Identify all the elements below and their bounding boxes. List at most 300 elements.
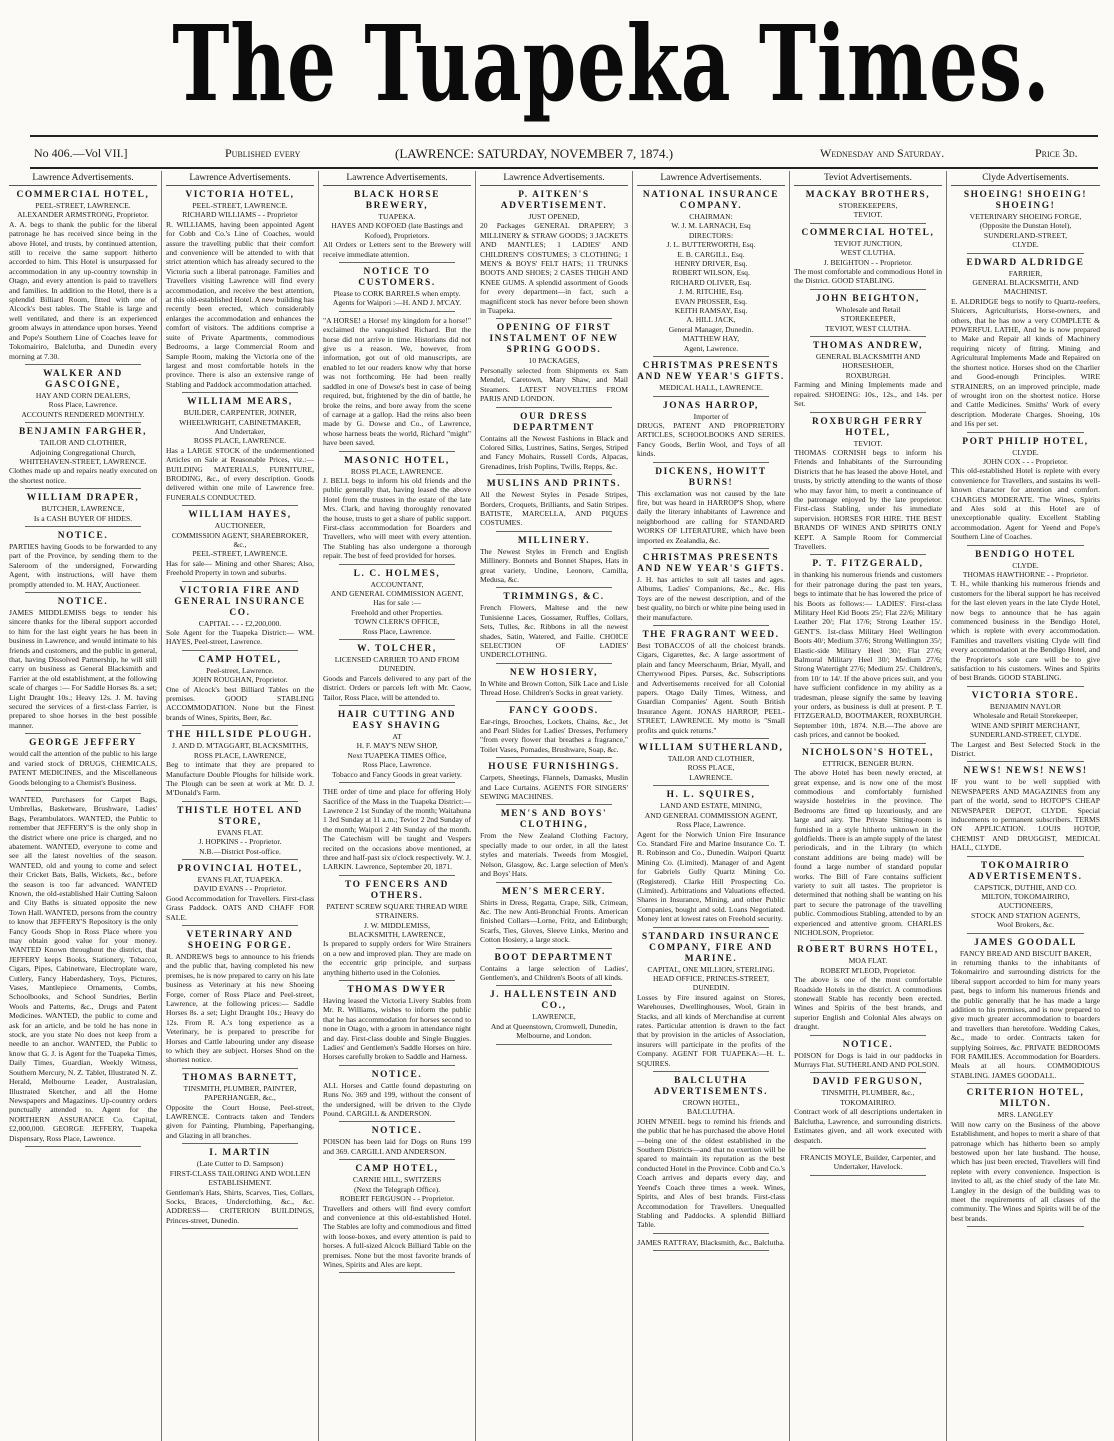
advertisement-line: FARRIER, <box>1008 268 1043 278</box>
advertisement <box>9 795 157 1143</box>
advertisement-line: MILTON, TOKOMAIRIRO, <box>981 891 1070 901</box>
advertisement-line: CAPITAL, ONE MILLION, STERLING. <box>647 964 775 974</box>
advertisement-title: THOMAS ANDREW, <box>812 341 924 352</box>
advertisement-line: BLACKSMITH, LAWRENCE, <box>348 929 446 939</box>
advertisement-title: THE HILLSIDE PLOUGH. <box>167 730 313 741</box>
advertisement-line: JOHN ROUGHAN, Proprietor. <box>192 675 288 685</box>
column-5 <box>633 171 790 1441</box>
advertisement <box>323 787 471 872</box>
advertisement-body: All Orders or Letters sent to the Brewery will receive immediate attention. <box>323 240 471 259</box>
advertisement-line: ROSS PLACE, LAWRENCE, <box>193 750 287 760</box>
advertisement-divider <box>339 451 455 452</box>
advertisement-body: In White and Brown Cotton, Silk Lace and Lisle Thread Hose. Children's Socks in great variety. <box>480 678 628 698</box>
publication-days: Wednesday and Saturday. <box>820 146 945 160</box>
advertisement-line: WHITEHAVEN-STREET, LAWRENCE. <box>19 456 147 466</box>
advertisement-body: Shirts in Dress, Regatta, Crape, Silk, Crimean, &c. The new Anti-Bronchial Fronts. American finished Collars—Lorne, Fritz, and Edinburgh; Scarfs, Ties, Gloves, Sleeve Links, Merino and Cotton Hosiery, a large stock. <box>480 897 628 945</box>
advertisement-line: KEITH RAMSAY, Esq. <box>674 306 748 316</box>
advertisement-title: MILLINERY. <box>517 535 591 546</box>
advertisement-line: CLYDE. <box>1012 240 1039 250</box>
masthead-rule-bottom <box>30 167 1098 169</box>
advertisement-divider <box>810 412 926 413</box>
advertisement-title: CAMP HOTEL, <box>355 1164 439 1175</box>
advertisement-body: The Newest Styles in French and English Millinery. Bonnets and Bonnet Shapes, Hats in great variety, Undine, Leonore, Camilla, Medusa, &c. <box>480 546 628 584</box>
advertisement-body: IF you want to be well supplied with NEWSPAPERS AND MAGAZINES from any part of the world, send to HOTOP'S CHEAP NEWSPAPER DEPOT, CLYDE. Special inducements to permanent subscribers. TERMS ON APPLICATION. LOUIS HOTOP, CHEMIST AND DRUGGIST, MEDICAL HALL, CLYDE. <box>951 777 1100 853</box>
advertisement-title: NOTICE TO CUSTOMERS. <box>358 267 436 289</box>
advertisement-divider <box>496 804 612 805</box>
advertisement-title: CAMP HOTEL, <box>198 654 282 665</box>
advertisement-body: Will now carry on the Business of the above Establishment, and hopes to merit a share of that patronage which has hitherto been so amply bestowed upon her late husband. The house, which has just been erected, Travellers will find replete with every convenience. Inspection is invited to all, as the chief study of the late Mr. Langley in the design of the building was to meet the requirements of all classes of the community. The Wines and Spirits will be of the best brands. <box>951 1119 1100 1223</box>
advertisement-line: LAND AND ESTATE, MINING, <box>660 801 762 811</box>
advertisement-line: Please to CORK BARRELS when empty. <box>333 289 461 299</box>
advertisement <box>166 806 314 856</box>
advertisement-line: FRANCIS MOYLE, Builder, Carpenter, and Undertaker, Havelock. <box>800 1152 936 1172</box>
advertisement-divider <box>339 1272 455 1273</box>
advertisement-divider <box>182 725 298 726</box>
advertisement-line: TAILOR AND CLOTHIER, <box>667 754 755 764</box>
advertisement <box>794 228 942 286</box>
advertisement-line: MOA FLAT. <box>848 956 888 966</box>
advertisement-title: MEN'S MERCERY. <box>501 886 607 897</box>
advertisement-line: TOKOMAIRIRO. <box>840 1097 896 1107</box>
advertisement-title: PORT PHILIP HOTEL, <box>962 436 1089 447</box>
advertisement-line: ROBERT M'LEOD, Proprietor. <box>820 965 916 975</box>
advertisement-body: This old-established Hotel is replete with every convenience for Travellers, and sustains its well-known character for attention and comfort. CHARGES MODERATE. The Wines, Spirits and Ales sold at this Hotel are of unexceptionable quality. Excellent Stabling accommodation. Agent for Yeend and Pope's Southern Line of Coaches. <box>951 466 1100 542</box>
advertisement-title: HOUSE FURNISHINGS. <box>488 762 620 773</box>
advertisement-line: CLYDE. <box>1012 447 1039 457</box>
advertisement <box>323 1070 471 1119</box>
advertisement-divider <box>653 625 769 626</box>
advertisement-body: The Largest and Best Selected Stock in the District. <box>951 739 1100 758</box>
advertisement-line: J. BEIGHTON - - Proprietor. <box>823 257 913 267</box>
advertisement-divider <box>339 639 455 640</box>
advertisement-line: CHAIRMAN: <box>689 212 733 221</box>
advertisement-body: Opposite the Court House, Peel-street, LAWRENCE. Contracts taken and Tenders given for Painting, Plumbing, Paperhanging, and Glazing in all branches. <box>166 1102 314 1140</box>
advertisement-body: THE order of time and place for offering Holy Sacrifice of the Mass in the Tuapeka District:— Lawrence 2 1st Sunday of the month; Waitahuna 1 3rd Sunday at 11 a.m.; Teviot 2 2nd Sunday of the month; Waipori 2 4th Sunday of the month. The Catechism will be taught and Vespers recited on the occasions above mentioned, at three and half-past six o'clock respectively. W. J. LARKIN. Lawrence, September 20, 1871. <box>323 787 471 872</box>
advertisement-body: A. A. begs to thank the public for the liberal patronage he has received since being in the above Hotel, and trusts, by continued attention, still to receive the same support hitherto accorded to him. This Hotel is unsurpassed for accommodation in any up-country township in Otago, and every attention is paid to travellers and families. In addition to the Hotel, there is a splendid Billiard Room, fitted with one of Alcock's best tables. The Stable is large and well ventilated, and there is an experienced groom always in attendance upon horses. Yeend and Pope's Southern Line of Coaches leave for Tokomairiro, Balclutha, and Dunedin every morning at 7.30. <box>9 219 157 361</box>
advertisement-line: RICHARD WILLIAMS - - Proprietor <box>182 210 298 220</box>
advertisement <box>166 510 314 577</box>
advertisement-line: Is a CASH BUYER OF HIDES. <box>33 513 133 523</box>
advertisement-line: And at Queenstown, Cromwell, Dunedin, Melbourne, and London. <box>490 1021 618 1041</box>
advertisement-body: Best TOBACCOS of all the choicest brands. Cigars, Cigarettes, &c. A large assortment of plain and fancy Meerschaum, Briar, Myall, and Cherrywood Pipes. Purses, &c. Subscriptions and Advertisements received for all Colonial papers. Otago Daily Times, Witness, and Guardian Companies' Agent. South British Insurance Agent. JONAS HARROP, PEEL-STREET, LAWRENCE. My motto is "Small profits and quick returns." <box>637 641 785 735</box>
advertisement-line: Agents for Waipori :—H. AND J. M'CAY. <box>332 298 462 308</box>
advertisement-title: BOOT DEPARTMENT <box>494 952 614 963</box>
advertisement-divider <box>182 1228 298 1229</box>
advertisement-divider <box>25 364 141 365</box>
advertisement-line: GENERAL BLACKSMITH AND HORSESHOER, <box>815 352 921 371</box>
column-heading: Lawrence Advertisements. <box>9 171 157 186</box>
advertisement-divider <box>496 701 612 702</box>
advertisement-title: STANDARD INSURANCE COMPANY, FIRE AND MARINE. <box>641 931 781 964</box>
advertisement <box>323 710 471 779</box>
advertisement <box>166 864 314 922</box>
advertisement-line: ALEXANDER ARMSTRONG, Proprietor. <box>17 210 149 220</box>
advertisement-line: TEVIOT, WEST CLUTHA. <box>825 323 911 333</box>
advertisement-body: French Flowers, Maltese and the new Tunisienne Laces, Gossamer, Ruffles, Collars, Sets, Tulles, &c. Ribbons in all the newest shades, Satin, Watered, and Faille. CHOICE SELECTION OF LADIES' UNDERCLOTHING. <box>480 603 628 660</box>
advertisement-title: THOMAS DWYER <box>347 985 447 995</box>
advertisement-title: NOTICE. <box>371 1126 423 1137</box>
advertisement-divider <box>967 432 1084 433</box>
advertisement-divider <box>496 474 612 475</box>
advertisement-line: 10 PACKAGES, <box>528 356 580 366</box>
advertisement-title: WALKER AND GASCOIGNE, <box>43 368 123 390</box>
advertisement <box>166 586 314 647</box>
advertisement-body: JAMES MIDDLEMISS begs to tender his sincere thanks for the liberal support accorded to him for the last eight years he has been in business in Lawrence, and would intimate to his friends and customers, and the public in general, that, having Dissolved Partnership, he will still carry on business as General Blacksmith and Farrier at the old establishment, at the following scale of charges :— For Saddle Horses 8s. a set; Light Draught 10s.; Heavy 12s. J. M. having secured the services of a first-class Farrier, is prepared to shoe horses in the best possible manner. <box>9 608 157 730</box>
advertisement-title: THOMAS BARNETT, <box>182 1072 298 1083</box>
advertisement-title: OPENING OF FIRST INSTALMENT OF NEW SPRING GOODS. <box>489 323 619 356</box>
advertisement <box>166 1073 314 1140</box>
advertisement <box>637 932 785 1068</box>
advertisement-title: EDWARD ALDRIDGE <box>966 257 1085 268</box>
advertisement-line: E. B. CARGILL, Esq. <box>677 249 745 259</box>
advertisement <box>480 887 628 945</box>
advertisement <box>323 1164 471 1269</box>
advertisement-title: JOHN BEIGHTON, <box>815 293 920 304</box>
advertisement <box>951 258 1100 429</box>
advertisement-line: J. W. MIDDLEMISS, <box>363 920 431 930</box>
advertisement-body: "A HORSE! a Horse! my kingdom for a horse!" exclaimed the vanquished Richard. But the horse did not arrive in time. Historians did not give us a reason. We, however, from information, got out of old manuscripts, are enabled to let our readers know why that horse was not forthcoming. He had been really saddled in one of Dowse's best in case of being required, but, frightened by the din of battle, he broke the reins, and bore away from the scene of carnage at a gallop. Had the reins also been made by G. Dowse and Co., of Lawrence, whose harness beats the world, Richard "might" have been saved. <box>323 315 471 448</box>
advertisement <box>951 437 1100 542</box>
column-1 <box>5 171 162 1441</box>
advertisement <box>794 559 942 739</box>
advertisement-body: Losses by Fire insured against on Stores, Warehouses, Dwellinghouses, Wool, Grain in Stacks, and all kinds of Merchandise at current rates. Particular attention is drawn to the fact that by provision in the articles of Association, insurers will participate in the profits of the Company. AGENT FOR TUAPEKA:—H. L. SQUIRES. <box>637 992 785 1068</box>
advertisement <box>951 190 1100 250</box>
advertisement-line: DIRECTORS: <box>688 230 734 240</box>
advertisement-divider <box>339 705 455 706</box>
advertisement-body: R. ANDREWS begs to announce to his friends and the public that, having completed his new premises, he is now prepared to carry on his late business as Veterinary at his new Shoeing Forge, corner of Ross Place and Peel-street, Lawrence, at the following prices:— Saddle Horses 8s. a set; Light Draught 10s.; Heavy do 12s. From R. A.'s long experience as a Veterinary, he is prepared to prescribe for Horses and Cattle labouring under any disease to which they are subject. Horses Shod on the shortest notice. <box>166 951 314 1065</box>
advertisement-line: LICENSED CARRIER TO AND FROM DUNEDIN. <box>334 655 460 674</box>
advertisement-title: COMMERCIAL HOTEL, <box>801 227 935 238</box>
advertisement-line: SUNDERLAND-STREET, <box>983 230 1068 240</box>
column-heading: Teviot Advertisements. <box>794 171 942 186</box>
advertisement-body: Farming and Mining Implements made and repaired. SHOEING: 10s., 12s., and 14s. per Set. <box>794 380 942 409</box>
advertisement-divider <box>810 1035 926 1036</box>
advertisement <box>480 990 628 1040</box>
advertisement <box>637 1238 785 1247</box>
advertisement-divider <box>339 1121 455 1122</box>
advertisement-divider <box>182 581 298 582</box>
advertisement-columns <box>5 171 1114 1441</box>
advertisement <box>9 427 157 485</box>
advertisement-body: Personally selected from Shipments ex Sam Mendel, Caretown, Mary Shaw, and Mail Steamers. LATEST NOVELTIES FROM PARIS AND LONDON. <box>480 365 628 404</box>
advertisement-title: VICTORIA HOTEL, <box>185 190 295 200</box>
advertisement-body: would call the attention of the public to his large and varied stock of DRUGS, CHEMICALS, PATENT MEDICINES, and the Miscellaneous Goods belonging to a Chemist's Business. <box>9 749 157 787</box>
advertisement-divider <box>182 1143 298 1144</box>
issue-number: No 406.—Vol VII.] <box>34 146 128 160</box>
column-heading: Lawrence Advertisements. <box>480 171 628 186</box>
advertisement <box>637 401 785 459</box>
advertisement-line: Freehold and other Properties. <box>351 607 443 617</box>
advertisement-divider <box>496 531 612 532</box>
column-heading: Clyde Advertisements. <box>951 171 1100 186</box>
advertisement-line: MEDICAL HALL, LAWRENCE. <box>659 383 763 393</box>
advertisement-divider <box>967 253 1084 254</box>
advertisement-line: BUTCHER, LAWRENCE, <box>41 504 125 514</box>
advertisement-divider <box>339 564 455 565</box>
advertisement-divider <box>967 686 1084 687</box>
advertisement-line: JOHN COX - - - Proprietor. <box>983 456 1068 466</box>
advertisement-title: VICTORIA FIRE AND GENERAL INSURANCE CO. <box>174 585 306 618</box>
advertisement-line: TOWN CLERK'S OFFICE, <box>354 617 440 627</box>
advertisement-divider <box>25 790 141 791</box>
advertisement-line: J. L. BUTTERWORTH, Esq. <box>666 240 756 250</box>
advertisement-divider <box>810 289 926 290</box>
advertisement <box>9 597 157 730</box>
advertisement-title: P. T. FITZGERALD, <box>812 559 924 570</box>
advertisement <box>480 762 628 801</box>
advertisement-line: BALCLUTHA. <box>687 1107 735 1117</box>
advertisement-line: AND GENERAL COMMISSION AGENT, <box>644 810 778 820</box>
advertisement <box>480 706 628 755</box>
advertisement-divider <box>339 1159 455 1160</box>
advertisement-line: WHEELWRIGHT, CABINETMAKER, <box>179 417 301 427</box>
advertisement-divider <box>339 311 455 312</box>
advertisement-title: MUSLINS AND PRINTS. <box>486 479 622 490</box>
advertisement-divider <box>496 663 612 664</box>
advertisement-title: P. AITKEN'S ADVERTISEMENT. <box>500 190 608 211</box>
advertisement-divider <box>653 1071 769 1072</box>
advertisement-line: TAILOR AND CLOTHIER, <box>39 438 127 448</box>
advertisement-line: Wholesale and Retail Storekeeper, <box>973 711 1078 721</box>
advertisement-line: Ross Place, Lawrence. <box>676 820 746 830</box>
advertisement-divider <box>182 801 298 802</box>
column-heading: Lawrence Advertisements. <box>637 171 785 186</box>
advertisement-body: The above is one of the most comfortable Roadside Hotels in the district. A commodious stonewall Stable has recently been erected. Wines and Spirits of the best brands, and superior English and Colonial Ales always on draught. <box>794 975 942 1032</box>
advertisement-divider <box>182 859 298 860</box>
advertisement-line: STOREKEEPER, <box>840 314 896 324</box>
advertisement-title: ROXBURGH FERRY HOTEL, <box>812 416 924 438</box>
advertisement-title: WILLIAM HAYES, <box>188 510 292 521</box>
advertisement <box>794 190 942 220</box>
advertisement-body: PARTIES having Goods to be forwarded to any part of the Province, by sending them to the Saleroom of the undersigned, Forwarding Agent, with instructions, will have them promptly attended to. M. HAY, Auctioneer. <box>9 541 157 589</box>
advertisement <box>794 945 942 1031</box>
advertisement-title: PROVINCIAL HOTEL, <box>177 863 303 874</box>
advertisement <box>9 190 157 361</box>
advertisement-title: THISTLE HOTEL AND STORE, <box>177 805 303 827</box>
advertisement-title: NOTICE. <box>371 1069 423 1080</box>
advertisement-line: ROSS PLACE, LAWRENCE. <box>350 466 444 476</box>
advertisement <box>480 809 628 878</box>
advertisement-divider <box>810 1148 926 1149</box>
advertisement <box>794 417 942 552</box>
advertisement-body: Sole Agent for the Tuapeka District:— WM. HAYES, Peel-street, Lawrence. <box>166 628 314 647</box>
advertisement-body: Carpets, Sheetings, Flannels, Damasks, Muslin and Lace Curtains. AGENTS FOR SINGERS' SEWING MACHINES. <box>480 773 628 802</box>
advertisement-line: RICHARD OLIVER, Esq. <box>670 277 752 287</box>
advertisement-line: Adjoining Congregational Church, <box>30 447 136 457</box>
advertisement <box>480 592 628 659</box>
advertisement-body: WANTED, Purchasers for Carpet Bags, Umbrellas, Basketware, Brushware, Ladies' Bags, Perambulators. WANTED, the Public to remember that JEFFERY'S is the only shop in the district where one price is charged, and no abatement. WANTED, everyone to come and see all the latest novelties of the season. WANTED, old and young to come and select their Cricket Bats, Balls, Wickets, &c., before the season is too far advanced. WANTED Known, the old-established Hair Cutting Saloon and City Baths is situated opposite the new Town Hall. WANTED, persons from the country to know that JEFFERY'S Repository is the only Fancy Goods Shop in Ross Place where you may obtain good value for your money. WANTED Known throughout the district, that JEFFERY keeps Books, Stationery, Tobacco, Cigars, Pipes, Cabinetware, Electroplate ware, Cutlery, Fancy Haberdashery, Toys, Pictures, Vases, Mantlepiece Ornaments, Combs, Schoolbooks, and School Sundries, Berlin Wools and Patterns, &c., Drugs and Patent Medicines. WANTED, the public to come and ask for an article, and be told he has none in stock, are you state No does not keep from a needle to an anchor. WANTED, the Public to know that G. J. is Agent for the Tuapeka Times, Daily Times, Guardian, Weekly Witness, Southern Mercury, N. Z. Tablet, Illustrated N. Z. Herald, Melbourne Leader, Australasian, Illustrated Sketcher, and all the Home Newspapers and Magazines. Up-country orders punctually attended to. Agent for the NORTHERN ASSURANCE Co. Capital, £2,000,000. GEORGE JEFFERY, Tuapeka Dispensary, Ross Place, Lawrence. <box>9 794 157 1143</box>
advertisement-divider <box>339 262 455 263</box>
advertisement <box>9 369 157 419</box>
advertisement-title: I. MARTIN <box>209 1148 271 1159</box>
advertisement-title: H. L. SQUIRES, <box>666 790 756 801</box>
advertisement-line: TEVIOT JUNCTION, <box>833 238 903 248</box>
advertisement-divider <box>653 785 769 786</box>
advertisement-line: SUNDERLAND-STREET, CLYDE. <box>969 730 1082 740</box>
advertisement-divider <box>810 336 926 337</box>
advertisement <box>323 644 471 702</box>
advertisement-line: AND GENERAL COMMISSION AGENT, <box>330 589 464 598</box>
advertisement-line: ROXBURGH. <box>845 370 891 380</box>
advertisement-line: AT <box>392 732 402 742</box>
advertisement-title: VICTORIA STORE. <box>971 690 1080 701</box>
advertisement-title: WILLIAM SUTHERLAND, <box>638 743 784 754</box>
advertisement-body: One of Alcock's best Billiard Tables on the premises. GOOD STABLING ACCOMMODATION. None but the Finest brands of Wines, Spirits, Beer, &c. <box>166 684 314 722</box>
advertisement <box>637 743 785 782</box>
advertisement-body: E. ALDRIDGE begs to notify to Quartz-reefers, Sluicers, Agriculturists, Horse-owners, and others, that he has now a very COMPLETE & POWERFUL LATHE, And he is now prepared to Make and Repair all kinds of Machinery requiring nicety of fitting. Mining and Agricultural Implements Made and Repaired on the shortest notice. Horses shod on the Charlier and Good-enough Principles. WIRE STRAINERS, on an improved principle, made of wrought iron on the shortest notice. Horse and Cattle Medicines. Smiths' Work of every description. Moderate Charges. Shoeing, 10s and 16s per set. <box>951 296 1100 429</box>
advertisement-divider <box>810 554 926 555</box>
advertisement-divider <box>653 1250 769 1251</box>
advertisement-line: Wool Brokers, &c. <box>996 920 1055 930</box>
advertisement-line: BUILDER, CARPENTER, JOINER, <box>183 408 297 418</box>
advertisement-line: HENRY DRIVER, Esq. <box>674 259 748 269</box>
advertisement-title: BALCLUTHA ADVERTISEMENTS. <box>653 1076 769 1098</box>
column-3 <box>319 171 476 1441</box>
advertisement-divider <box>182 650 298 651</box>
advertisement-line: Peel-street, Lawrence. <box>206 665 274 675</box>
advertisement-line: CARNIE HILL, SWITZERS <box>352 1175 442 1185</box>
advertisement-body: Clothes made up and repairs neatly executed on the shortest notice. <box>9 466 157 485</box>
advertisement-line: Ross Place, Lawrence. <box>362 626 432 636</box>
advertisement-divider <box>25 526 141 527</box>
advertisement-line: GENERAL BLACKSMITH, AND MACHINIST. <box>972 278 1079 297</box>
advertisement-title: FANCY GOODS. <box>509 705 599 716</box>
advertisement-line: HAYES AND KOFOED (late Bastings and Kofoed), Proprietors. <box>331 221 463 240</box>
advertisement-line: CAPSTICK, DUTHIE, AND CO. <box>974 882 1077 892</box>
advertisement-line: ROSS PLACE, <box>687 763 735 773</box>
advertisement-divider <box>653 356 769 357</box>
advertisement <box>637 1076 785 1230</box>
advertisement-title: NEW HOSIERY, <box>509 667 599 678</box>
advertisement-line: AUCTIONEER, <box>214 521 266 531</box>
column-6 <box>790 171 947 1441</box>
published-label: Published every <box>225 146 301 160</box>
advertisement <box>323 985 471 1062</box>
advertisement-divider <box>653 927 769 928</box>
advertisement-divider <box>25 488 141 489</box>
advertisement-title: GEORGE JEFFERY <box>29 738 137 749</box>
advertisement-line: H. F. MAY'S NEW SHOP, <box>356 741 438 751</box>
advertisement-title: SHOEING! SHOEING! SHOEING! <box>963 190 1088 211</box>
advertisement-divider <box>25 1146 141 1147</box>
advertisement-line: &c., <box>233 540 247 549</box>
advertisement-line: Importer of <box>693 411 729 421</box>
advertisement-divider <box>496 1044 612 1045</box>
advertisement-body: in thanking his numerous friends and customers for their patronage during the past ten years, begs to intimate that he has lowered the price of his Boots as follows:— LADIES'. First-class Military Heel Kid Boots 25/; Flat 22/6; Military Leather 20/; Flat 17/6; Strong Leather 15/. GENT'S. 1st-class Military Heel Wellington Boots 40/; Medium 37/6; Strong Wellington 35/; Elastic-side Military Heel 30/; Flat 27/6; Balmoral Military Heel 30/; Medium 27/6; Strong Watertight 27/6; Medium 25/. Children's, from 10/ to 14/. If the above prices suit, and you have sufficient confidence in my ability as a tradesman, please signify the same by leaving your orders, as business is dull at present. P. T. FITZGERALD, BOOTMAKER, ROXBURGH. September 10th, 1874. N.B.—The above are cash prices, and cannot be booked. <box>794 570 942 740</box>
advertisement-title: JONAS HARROP, <box>663 400 759 411</box>
advertisement-title: WILLIAM MEARS, <box>187 397 293 408</box>
advertisement-title: NOTICE. <box>842 1039 894 1050</box>
advertisement-divider <box>810 1072 926 1073</box>
advertisement-line: TUAPEKA. <box>378 212 416 221</box>
advertisement-title: TRIMMINGS, &C. <box>503 592 605 603</box>
advertisement-line: ETTRICK, BENGER BURN. <box>822 758 914 768</box>
advertisement-divider <box>810 1175 926 1176</box>
advertisement-title: DAVID FERGUSON, <box>812 1077 924 1088</box>
advertisement-line: HAY AND CORN DEALERS, <box>35 390 131 400</box>
advertisement-line: Tobacco and Fancy Goods in great variety. <box>332 769 462 779</box>
advertisement-line: General Manager, Dunedin. <box>668 324 754 334</box>
advertisement-title: NICHOLSON'S HOTEL, <box>802 747 934 758</box>
advertisement-line: VETERINARY SHOEING FORGE, <box>969 212 1082 221</box>
advertisement-divider <box>496 318 612 319</box>
advertisement <box>166 655 314 722</box>
advertisement-title: J. HALLENSTEIN AND CO., <box>489 990 619 1012</box>
advertisement-line: WEST CLUTHA. <box>840 248 896 258</box>
advertisement <box>480 536 628 585</box>
advertisement-line: CAPITAL - - - £2,200,000. <box>198 618 282 628</box>
advertisement-line: (Next the Telegraph Office). <box>353 1184 441 1194</box>
advertisement <box>323 456 471 561</box>
advertisement-line: JUST OPENED, <box>528 212 580 221</box>
advertisement-line: TINSMITH, PLUMBER, &c., <box>821 1088 915 1098</box>
advertisement-divider <box>967 933 1084 934</box>
advertisement-line: PEEL-STREET, LAWRENCE. <box>192 201 288 210</box>
advertisement <box>323 267 471 308</box>
column-heading: Lawrence Advertisements. <box>166 171 314 186</box>
advertisement-divider <box>967 1083 1084 1084</box>
advertisement-divider <box>182 925 298 926</box>
advertisement <box>166 190 314 389</box>
advertisement-title: NOTICE. <box>57 530 109 541</box>
advertisement-divider <box>496 882 612 883</box>
advertisement-divider <box>653 396 769 397</box>
advertisement-title: HAIR CUTTING AND EASY SHAVING <box>337 710 457 732</box>
advertisement-line: ACCOUNTS RENDERED MONTHLY. <box>21 409 145 419</box>
advertisement-divider <box>810 223 926 224</box>
advertisement-divider <box>496 757 612 758</box>
advertisement-divider <box>967 761 1084 762</box>
advertisement <box>480 190 628 315</box>
advertisement-title: NOTICE. <box>57 597 109 607</box>
advertisement <box>637 790 785 923</box>
advertisement-line: PATENT SCREW SQUARE THREAD WIRE STRAINERS. <box>326 901 468 921</box>
advertisement-divider <box>967 856 1084 857</box>
advertisement-title: WILLIAM DRAPER, <box>26 493 140 504</box>
advertisement-body: Contains a large selection of Ladies', Gentlemen's, and Children's Boots of all kinds. <box>480 963 628 982</box>
advertisement-line: Ross Place, Lawrence. <box>48 400 118 410</box>
advertisement <box>166 930 314 1065</box>
advertisement <box>794 294 942 333</box>
column-heading: Lawrence Advertisements. <box>323 171 471 186</box>
advertisement-line: ROSS PLACE, LAWRENCE. <box>193 436 287 446</box>
advertisement-body: This exclamation was not caused by the late fire, but was heard in HARROP'S Shop, where daily the literary inhabitants of Lawrence and neighborhood are calling for STANDARD WORKS OF LITERATURE, which have been imported ex Zealandia, &c. <box>637 488 785 545</box>
advertisement-line: FANCY BREAD AND BISCUIT BAKER, <box>959 948 1092 958</box>
advertisement-body: Travellers and others will find every comfort and convenience at this old-established Hotel. The Stables are lofty and commodious and fitted with loose-boxes, and every attention is paid to horses. A full-sized Alcock Billiard Table on the premises. None but the most favorite brands of Wines, Spirits and Ales are kept. <box>323 1203 471 1269</box>
advertisement <box>480 323 628 403</box>
advertisement-line: THOMAS HAWTHORNE - - Proprietor. <box>962 570 1089 579</box>
advertisement-line: Has for sale :— <box>373 598 421 608</box>
advertisement <box>480 953 628 983</box>
advertisement-line: (Opposite the Dunstan Hotel), <box>979 221 1072 231</box>
advertisement-body: Having leased the Victoria Livery Stables from Mr. R. Williams, wishes to inform the public that he has accommodation for horses second to none in Otago, with a groom in attendance night and day. First-class double and Single Buggies. Ladies' and Gentlemen's Saddle Horses on hire. Horses carefully broken to Saddle and Harness. <box>323 996 471 1062</box>
advertisement-title: NEWS! NEWS! NEWS! <box>963 766 1088 777</box>
issue-place-date: (LAWRENCE: SATURDAY, NOVEMBER 7, 1874.) <box>395 146 674 161</box>
advertisement <box>323 190 471 259</box>
advertisement-body: THOMAS CORNISH begs to inform his Friends and Inhabitants of the Surrounding Districts that he has leased the above Hotel, and trusts, by strictly attending to the wants of those who may favor him, to merit a continuance of the patronage enjoyed by the late proprietor. First-class Stabling, under his immediate supervision. HORSES FOR HIRE. THE BEST BRANDS OF WINES AND SPIRITS ONLY KEPT. A Sample Room for Commercial Travellers. <box>794 447 942 551</box>
advertisement-body: Agent for the Norwich Union Fire Insurance Co. Standard Fire and Marine Insurance Co. T. R. Robinson and Co., Dunedin. Waipori Quartz Mining Co. (Limited). Manager of and Agent for Gabriels Gully Quartz Mining Co. (Registered). Clarke Hill Prospecting Co. (Limited). Arbitrations and Valuations effected. Shares in Insurance, Mining, and other Public Companies, bought and sold. Loans Negotiated. Money lent at lowest rates on Freehold security. <box>637 829 785 924</box>
advertisement-line: J. HOPKINS - - Proprietor. <box>198 837 282 847</box>
advertisement <box>637 630 785 735</box>
advertisement-line: FIRST-CLASS TAILORING AND WOLLEN ESTABLISHMENT. <box>169 1168 311 1188</box>
advertisement-line: ROBERT WILSON, Esq. <box>672 268 750 278</box>
advertisement <box>637 190 785 353</box>
advertisement-divider <box>653 548 769 549</box>
advertisement <box>794 748 942 938</box>
advertisement-line: Wholesale and Retail <box>835 304 901 314</box>
advertisement-body: Good Accommodation for Travellers. First-class Grass Paddock. OATS AND CHAFF FOR SALE. <box>166 893 314 922</box>
advertisement <box>323 880 471 977</box>
